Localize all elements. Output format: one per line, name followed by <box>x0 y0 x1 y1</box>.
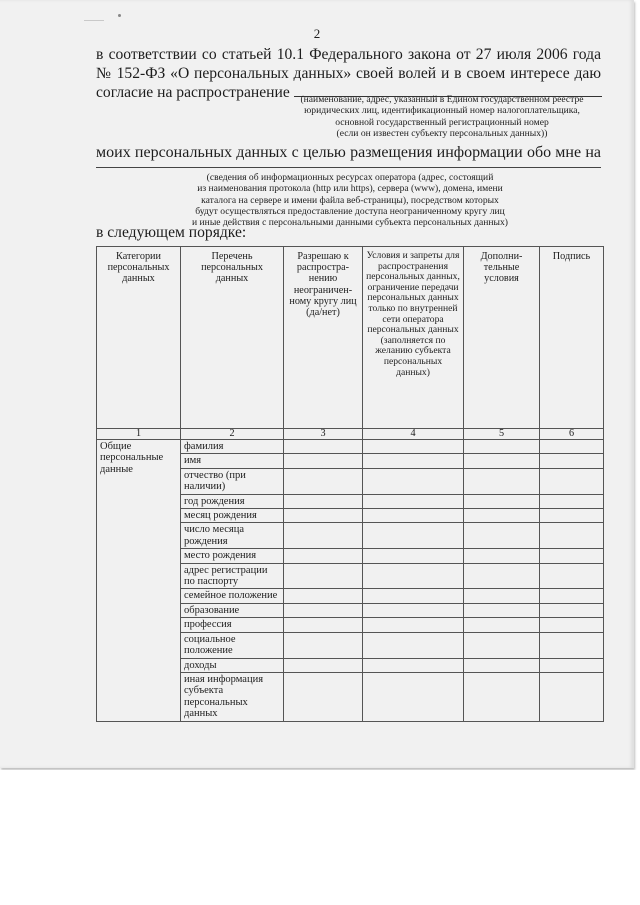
signature-cell[interactable] <box>540 563 604 589</box>
data-item-cell: иная информация субъекта персональных данных <box>181 672 284 721</box>
permission-cell[interactable] <box>284 589 363 603</box>
data-item-cell: доходы <box>181 658 284 672</box>
order-label-text: в следующем порядке: <box>96 224 247 241</box>
intro-line: в соответствии со статьей 10.1 Федерального закона от 27 июля 2006 года <box>96 46 601 63</box>
column-number: 4 <box>363 429 464 440</box>
signature-cell[interactable] <box>540 509 604 523</box>
data-item-cell: образование <box>181 603 284 617</box>
signature-cell[interactable] <box>540 618 604 632</box>
page-number: 2 <box>313 26 321 41</box>
conditions-cell[interactable] <box>363 589 464 603</box>
column-number: 3 <box>284 429 363 440</box>
column-number: 5 <box>464 429 540 440</box>
additional-cell[interactable] <box>464 494 540 508</box>
note-line: каталога на сервере и имени файла веб-страницы), посредством которых <box>201 194 499 206</box>
purpose-paragraph <box>96 143 601 162</box>
permission-cell[interactable] <box>284 468 363 494</box>
signature-cell[interactable] <box>540 494 604 508</box>
conditions-cell[interactable] <box>363 494 464 508</box>
column-number: 1 <box>97 429 181 440</box>
data-item-cell: адрес регистрации по паспорту <box>181 563 284 589</box>
additional-cell[interactable] <box>464 549 540 563</box>
data-item-cell: семейное положение <box>181 589 284 603</box>
permission-cell[interactable] <box>284 509 363 523</box>
additional-cell[interactable] <box>464 589 540 603</box>
additional-cell[interactable] <box>464 618 540 632</box>
permission-cell[interactable] <box>284 603 363 617</box>
additional-cell[interactable] <box>464 440 540 454</box>
additional-cell[interactable] <box>464 603 540 617</box>
consent-table <box>96 246 604 722</box>
permission-cell[interactable] <box>284 658 363 672</box>
table-body <box>97 440 604 722</box>
signature-cell[interactable] <box>540 589 604 603</box>
header-additional: Дополни-тельные условия <box>464 247 540 429</box>
conditions-cell[interactable] <box>363 632 464 658</box>
table-row <box>97 440 604 454</box>
data-item-cell: место рождения <box>181 549 284 563</box>
signature-cell[interactable] <box>540 454 604 468</box>
permission-cell[interactable] <box>284 618 363 632</box>
note-line: (наименование, адрес, указанный в Едином государственном реестре <box>300 94 584 105</box>
permission-cell[interactable] <box>284 440 363 454</box>
data-item-cell: фамилия <box>181 440 284 454</box>
note-line: будут осуществляться предоставление доступа неограниченному кругу лиц <box>195 205 505 217</box>
data-item-cell: отчество (при наличии) <box>181 468 284 494</box>
conditions-cell[interactable] <box>363 468 464 494</box>
data-item-cell: число месяца рождения <box>181 523 284 549</box>
data-item-cell: социальное положение <box>181 632 284 658</box>
permission-cell[interactable] <box>284 563 363 589</box>
note-line: основной государственный регистрационный номер <box>335 116 549 128</box>
conditions-cell[interactable] <box>363 658 464 672</box>
permission-cell[interactable] <box>284 523 363 549</box>
permission-cell[interactable] <box>284 454 363 468</box>
data-item-cell: месяц рождения <box>181 509 284 523</box>
header-permission: Разрешаю к распростра-нению неограничен-ному кругу лиц (да/нет) <box>284 247 363 429</box>
note-line: из наименования протокола (http или https), сервера (www), домена, имени <box>197 183 503 195</box>
column-number-row <box>97 429 604 440</box>
conditions-cell[interactable] <box>363 618 464 632</box>
signature-cell[interactable] <box>540 549 604 563</box>
additional-cell[interactable] <box>464 509 540 523</box>
note-line: (если он известен субъекту персональных данных)) <box>336 127 548 139</box>
header-conditions: Условия и запреты для распространения персональных данных, ограничение передачи персональных данных только по внутренней сети оператора персональных данных (заполняется по желанию субъекта персональных данных) <box>363 247 464 429</box>
operator-note <box>272 94 612 139</box>
blank-margin <box>0 770 640 905</box>
header-data-list: Перечень персональных данных <box>181 247 284 429</box>
resources-fill-line <box>96 167 601 168</box>
header-signature: Подпись <box>540 247 604 429</box>
order-label <box>96 223 601 242</box>
header-categories: Категории персональных данных <box>97 247 181 429</box>
note-line: юридических лиц, идентификационный номер налогоплательщика, <box>304 105 580 117</box>
data-item-cell: профессия <box>181 618 284 632</box>
column-number: 6 <box>540 429 604 440</box>
additional-cell[interactable] <box>464 454 540 468</box>
conditions-cell[interactable] <box>363 672 464 721</box>
scan-speck <box>84 20 104 21</box>
conditions-cell[interactable] <box>363 549 464 563</box>
additional-cell[interactable] <box>464 523 540 549</box>
signature-cell[interactable] <box>540 632 604 658</box>
additional-cell[interactable] <box>464 658 540 672</box>
signature-cell[interactable] <box>540 672 604 721</box>
note-line: и иные действия с персональными данными субъекта персональных данных) <box>192 217 508 229</box>
signature-cell[interactable] <box>540 440 604 454</box>
scan-speck <box>118 14 121 17</box>
note-line: (сведения об информационных ресурсах оператора (адрес, состоящий <box>206 172 494 183</box>
conditions-cell[interactable] <box>363 509 464 523</box>
conditions-cell[interactable] <box>363 454 464 468</box>
column-number: 2 <box>181 429 284 440</box>
resources-note <box>150 172 550 228</box>
table-header-row <box>97 247 604 429</box>
signature-cell[interactable] <box>540 603 604 617</box>
purpose-line: моих персональных данных с целью размещения информации обо мне на <box>96 144 601 161</box>
category-cell: Общие персональные данные <box>97 440 181 722</box>
additional-cell[interactable] <box>464 632 540 658</box>
permission-cell[interactable] <box>284 632 363 658</box>
intro-line-text: согласие на распространение <box>96 84 290 101</box>
signature-cell[interactable] <box>540 523 604 549</box>
conditions-cell[interactable] <box>363 563 464 589</box>
data-item-cell: имя <box>181 454 284 468</box>
conditions-cell[interactable] <box>363 440 464 454</box>
permission-cell[interactable] <box>284 672 363 721</box>
additional-cell[interactable] <box>464 468 540 494</box>
intro-line: № 152-ФЗ «О персональных данных» своей волей и в своем интересе даю <box>96 65 601 82</box>
permission-cell[interactable] <box>284 549 363 563</box>
conditions-cell[interactable] <box>363 603 464 617</box>
permission-cell[interactable] <box>284 494 363 508</box>
conditions-cell[interactable] <box>363 523 464 549</box>
signature-cell[interactable] <box>540 468 604 494</box>
additional-cell[interactable] <box>464 672 540 721</box>
signature-cell[interactable] <box>540 658 604 672</box>
data-item-cell: год рождения <box>181 494 284 508</box>
additional-cell[interactable] <box>464 563 540 589</box>
